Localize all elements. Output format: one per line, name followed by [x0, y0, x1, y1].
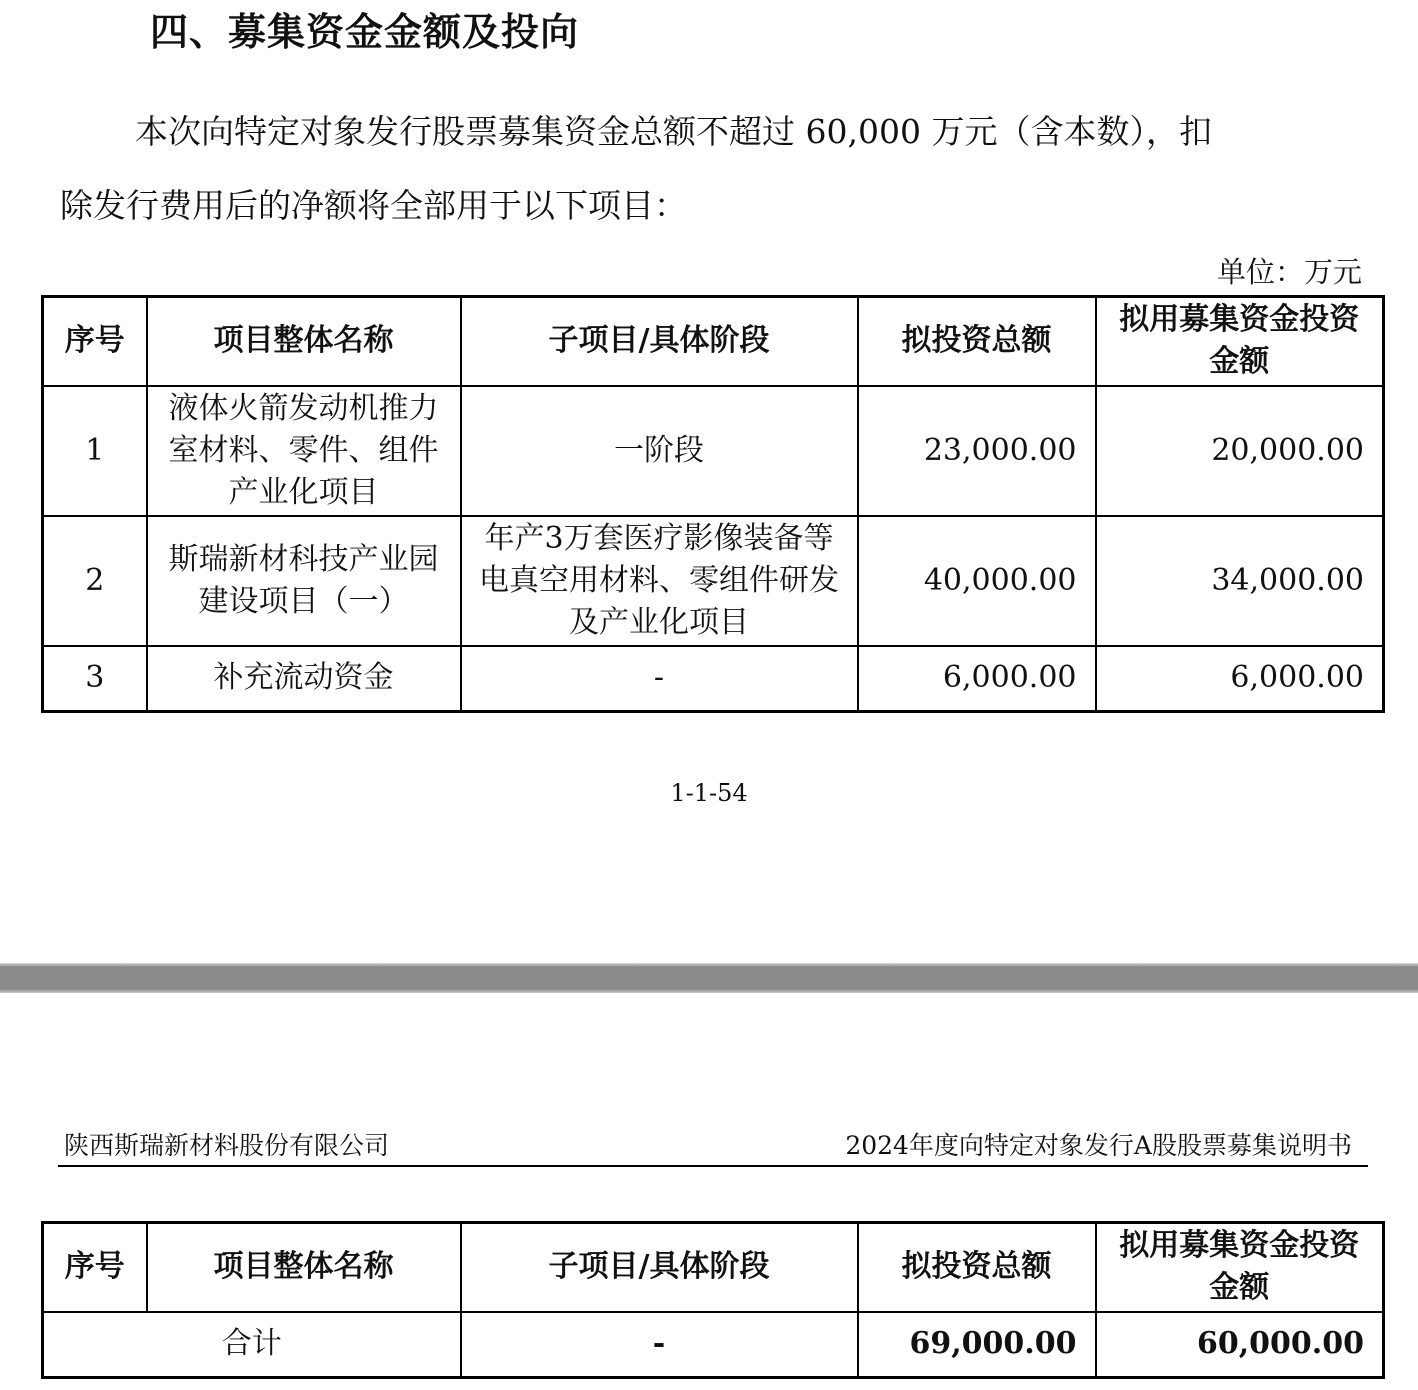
company-name-header: 陕西斯瑞新材料股份有限公司 [64, 1131, 390, 1160]
table-header-row [43, 1223, 1384, 1312]
row-total-investment: 23,000.00 [858, 386, 1096, 516]
row-sub-project: 一阶段 [461, 386, 858, 516]
intro-paragraph-line-1: 本次向特定对象发行股票募集资金总额不超过 60,000 万元（含本数），扣 [135, 112, 1212, 151]
header-raised-funds: 拟用募集资金投资金额 [1096, 1223, 1384, 1312]
unit-label: 单位：万元 [1216, 255, 1362, 289]
row-project-name: 斯瑞新材科技产业园建设项目（一） [147, 516, 461, 646]
row-serial-no: 3 [43, 646, 147, 712]
fund-allocation-table [41, 295, 1385, 713]
row-sub-project: - [461, 646, 858, 712]
total-label: 合计 [43, 1312, 461, 1378]
header-sub-project: 子项目/具体阶段 [461, 1223, 858, 1312]
row-raised-funds: 6,000.00 [1096, 646, 1384, 712]
section-heading: 四、募集资金金额及投向 [150, 10, 580, 54]
total-raised-funds-sum: 60,000.00 [1096, 1312, 1384, 1378]
header-total-investment: 拟投资总额 [858, 1223, 1096, 1312]
intro-paragraph-line-2: 除发行费用后的净额将全部用于以下项目： [60, 186, 687, 225]
table-row [43, 646, 1384, 712]
header-project-name: 项目整体名称 [147, 1223, 461, 1312]
header-project-name: 项目整体名称 [147, 297, 461, 386]
page-number: 1-1-54 [670, 779, 748, 807]
total-sub-project: - [461, 1312, 858, 1378]
row-project-name: 液体火箭发动机推力室材料、零件、组件产业化项目 [147, 386, 461, 516]
header-total-investment: 拟投资总额 [858, 297, 1096, 386]
row-serial-no: 2 [43, 516, 147, 646]
table-header-row [43, 297, 1384, 386]
page-divider [0, 963, 1418, 993]
row-total-investment: 40,000.00 [858, 516, 1096, 646]
row-project-name: 补充流动资金 [147, 646, 461, 712]
fund-allocation-table-continued [41, 1221, 1385, 1379]
total-investment-sum: 69,000.00 [858, 1312, 1096, 1378]
table-row [43, 386, 1384, 516]
document-title-header: 2024年度向特定对象发行A股股票募集说明书 [845, 1131, 1352, 1160]
row-raised-funds: 20,000.00 [1096, 386, 1384, 516]
row-sub-project: 年产3万套医疗影像装备等电真空用材料、零组件研发及产业化项目 [461, 516, 858, 646]
header-sub-project: 子项目/具体阶段 [461, 297, 858, 386]
header-raised-funds: 拟用募集资金投资金额 [1096, 297, 1384, 386]
header-serial-no: 序号 [43, 1223, 147, 1312]
table-row [43, 516, 1384, 646]
header-serial-no: 序号 [43, 297, 147, 386]
row-total-investment: 6,000.00 [858, 646, 1096, 712]
row-raised-funds: 34,000.00 [1096, 516, 1384, 646]
row-serial-no: 1 [43, 386, 147, 516]
header-rule [58, 1165, 1368, 1167]
total-row [43, 1312, 1384, 1378]
